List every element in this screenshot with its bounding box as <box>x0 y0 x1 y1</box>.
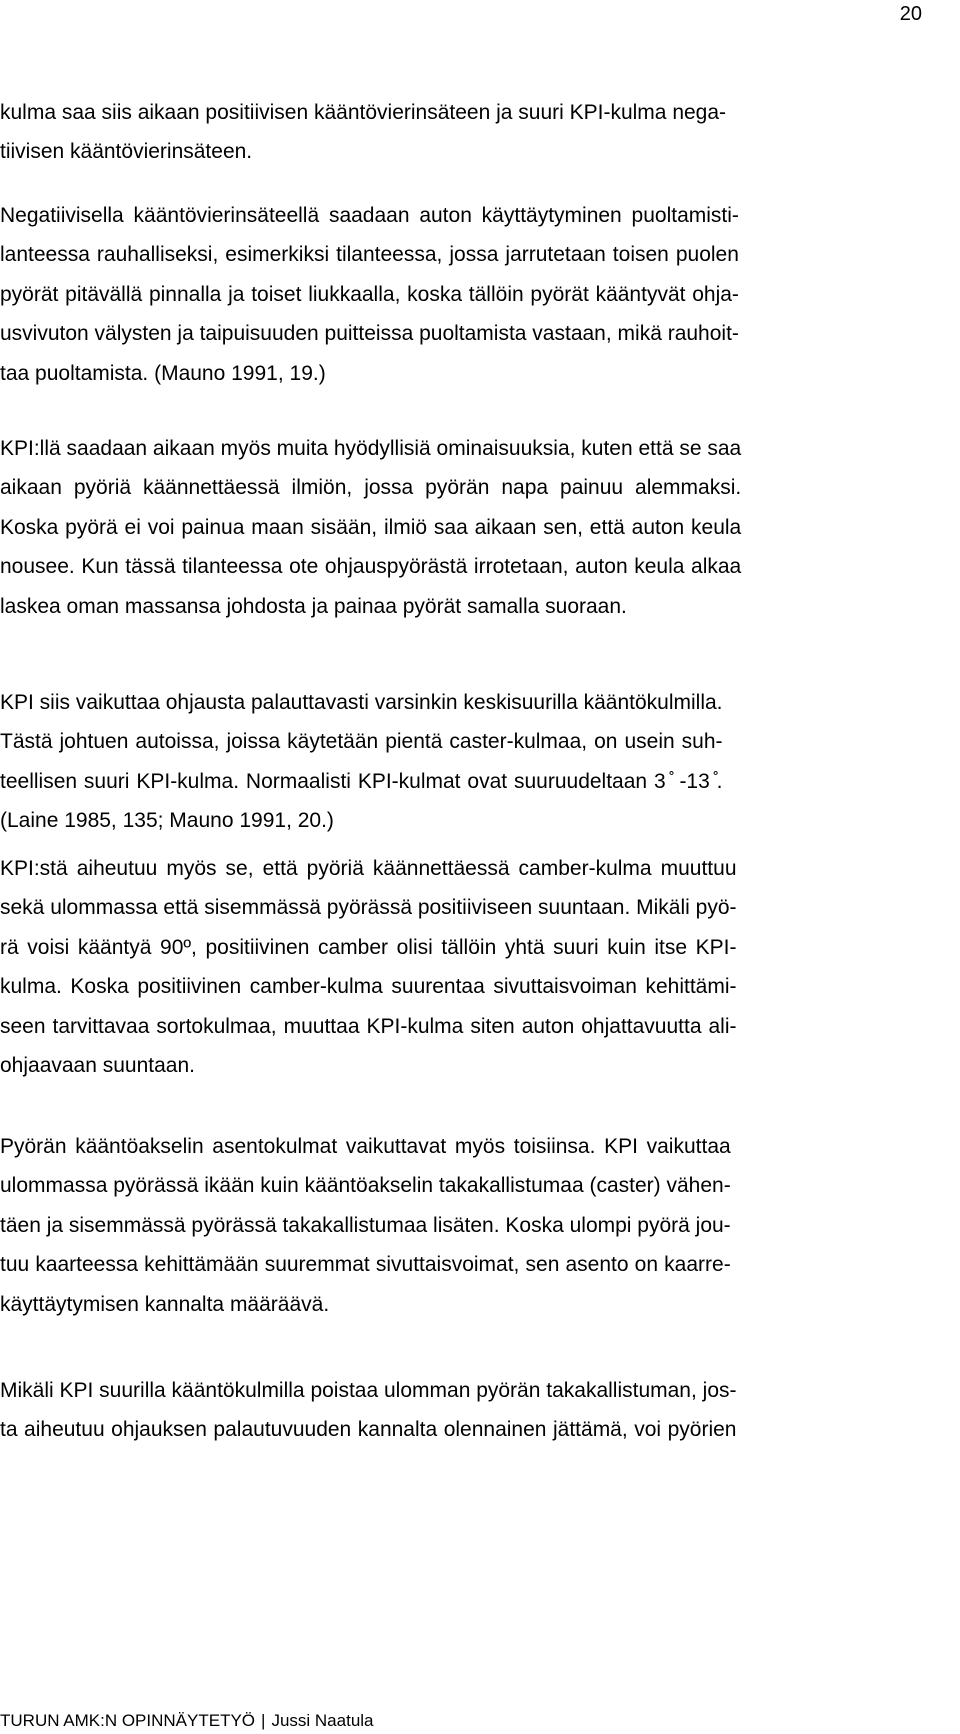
text-line: aikaan pyöriä käännettäessä ilmiön, jossa pyörän napa painuu alemmaksi. <box>0 476 742 500</box>
text-line: ta aiheutuu ohjauksen palautuvuuden kannalta olennainen jättämä, voi pyörien <box>0 1418 737 1442</box>
text-line: kulma. Koska positiivinen camber-kulma suurentaa sivuttaisvoiman kehittämi- <box>0 975 737 999</box>
text-line: Negatiivisella kääntövierinsäteellä saadaan auton käyttäytyminen puoltamisti- <box>0 204 739 227</box>
text-line: KPI:llä saadaan aikaan myös muita hyödyllisiä ominaisuuksia, kuten että se saa <box>0 437 742 460</box>
text-line: täen ja sisemmässä pyörässä takakallistumaa lisäten. Koska ulompi pyörä jou- <box>0 1213 731 1237</box>
text-line: Tästä johtuen autoissa, joissa käytetään pientä caster-kulmaa, on usein suh- <box>0 730 723 754</box>
text-line: KPI siis vaikuttaa ohjausta palauttavasti varsinkin keskisuurilla kääntökulmilla. <box>0 691 723 714</box>
text-line: usvivuton välysten ja taipuisuuden puitteissa puoltamista vastaan, mikä rauhoit- <box>0 322 739 346</box>
text-line: tuu kaarteessa kehittämään suuremmat sivuttaisvoimat, sen asento on kaarre- <box>0 1253 731 1277</box>
text-line: taa puoltamista. (Mauno 1991, 19.) <box>0 361 326 385</box>
text-line: KPI:stä aiheutuu myös se, että pyöriä käännettäessä camber-kulma muuttuu <box>0 857 737 880</box>
text-line: nousee. Kun tässä tilanteessa ote ohjauspyörästä irrotetaan, auton keula alkaa <box>0 555 742 579</box>
text-line: kulma saa siis aikaan positiivisen kääntövierinsäteen ja suuri KPI-kulma nega- <box>0 101 727 124</box>
text-line: teellisen suuri KPI-kulma. Normaalisti KPI-kulmat ovat suuruudeltaan 3 ̊ -13 ̊. <box>0 769 723 793</box>
footer-separator: | <box>261 1711 266 1730</box>
paragraph <box>0 1371 737 1450</box>
text-line: lanteessa rauhalliseksi, esimerkiksi tilanteessa, jossa jarrutetaan toisen puolen <box>0 243 739 267</box>
text-line: pyörät pitävällä pinnalla ja toiset liukkaalla, koska tällöin pyörät kääntyvät ohja- <box>0 282 739 306</box>
paragraph <box>0 196 739 393</box>
text-line: rä voisi kääntyä 90º, positiivinen camber olisi tällöin yhtä suuri kuin itse KPI- <box>0 935 737 959</box>
paragraph <box>0 683 723 841</box>
text-line: käyttäytymisen kannalta määräävä. <box>0 1292 330 1316</box>
text-line: seen tarvittavaa sortokulmaa, muuttaa KPI-kulma siten auton ohjattavuutta ali- <box>0 1014 737 1038</box>
text-line: Koska pyörä ei voi painua maan sisään, ilmiö saa aikaan sen, että auton keula <box>0 515 742 539</box>
text-line: ohjaavaan suuntaan. <box>0 1053 195 1077</box>
paragraph <box>0 1127 731 1324</box>
text-line: sekä ulommassa että sisemmässä pyörässä positiiviseen suuntaan. Mikäli pyö- <box>0 896 737 920</box>
footer-author: Jussi Naatula <box>271 1711 374 1730</box>
text-line: (Laine 1985, 135; Mauno 1991, 20.) <box>0 809 334 833</box>
paragraph <box>0 429 741 626</box>
paragraph <box>0 93 726 172</box>
text-line: laskea oman massansa johdosta ja painaa pyörät samalla suoraan. <box>0 594 627 618</box>
text-line: tiivisen kääntövierinsäteen. <box>0 140 253 164</box>
page-footer <box>0 1710 374 1732</box>
text-line: ulommassa pyörässä ikään kuin kääntöakselin takakallistumaa (caster) vähen- <box>0 1174 731 1198</box>
paragraph <box>0 849 737 1085</box>
page-number: 20 <box>899 3 922 25</box>
text-line: Mikäli KPI suurilla kääntökulmilla poistaa ulomman pyörän takakallistuman, jos- <box>0 1379 737 1402</box>
text-line: Pyörän kääntöakselin asentokulmat vaikuttavat myös toisiinsa. KPI vaikuttaa <box>0 1135 731 1158</box>
footer-institution: TURUN AMK:N OPINNÄYTETYÖ <box>0 1711 256 1730</box>
